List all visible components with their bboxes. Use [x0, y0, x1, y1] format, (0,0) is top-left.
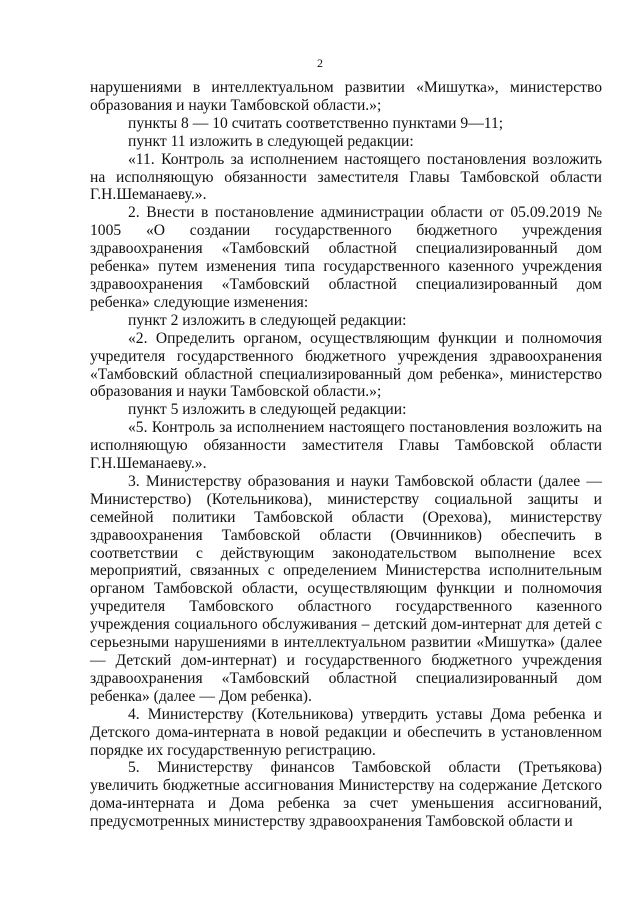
- paragraph-item-4: 4. Министерству (Котельникова) утвердить уставы Дома ребенка и Детского дома-интерната в новой редакции и обеспечить в установленном порядке их государственную регистрацию.: [90, 705, 602, 759]
- paragraph-point-2-intro: пункт 2 изложить в следующей редакции:: [128, 311, 407, 329]
- paragraph-point-11-text: «11. Контроль за исполнением настоящего постановления возложить на исполняющую обязанности заместителя Главы Тамбовской области Г.Н.Шеманаеву.».: [90, 150, 602, 204]
- paragraph-continuation: нарушениями в интеллектуальном развитии «Мишутка», министерство образования и науки Тамбовской области.»;: [90, 79, 602, 114]
- paragraph-point-2-text: «2. Определить органом, осуществляющим функции и полномочия учредителя государственного бюджетного учреждения здравоохранения «Тамбовский областной специализированный дом ребенка», министерство образования и науки Тамбовской области.»;: [90, 329, 602, 401]
- paragraph-item-2: 2. Внести в постановление администрации области от 05.09.2019 № 1005 «О создании государственного бюджетного учреждения здравоохранения «Тамбовский областной специализированный дом ребенка» путем изменения типа государственного казенного учреждения здравоохранения «Тамбовский областной специализированный дом ребенка» следующие изменения:: [90, 204, 602, 311]
- paragraph-point-11-intro: пункт 11 изложить в следующей редакции:: [128, 132, 414, 150]
- paragraph-item-5: 5. Министерству финансов Тамбовской области (Третьякова) увеличить бюджетные ассигнования Министерству на содержание Детского дома-интерната и Дома ребенка за счет уменьшения ассигнований, предусмотренных министерству здравоохранения Тамбовской области и: [90, 759, 602, 831]
- paragraph-point-5-intro: пункт 5 изложить в следующей редакции:: [128, 401, 407, 419]
- page-number: 2: [317, 56, 323, 70]
- document-body: [90, 79, 602, 831]
- paragraph-item-3: 3. Министерству образования и науки Тамбовской области (далее — Министерство) (Котельникова), министерству социальной защиты и семейной политики Тамбовской области (Орехова), министерству здравоохранения Тамбовской области (Овчинников) обеспечить в соответствии с действующим законодательством выполнение всех мероприятий, связанных с определением Министерства исполнительным органом Тамбовской области, осуществляющим функции и полномочия учредителя Тамбовского областного государственного казенного учреждения социального обслуживания – детский дом-интернат для детей с серьезными нарушениями в интеллектуальном развитии «Мишутка» (далее — Детский дом-интернат) и государственного бюджетного учреждения здравоохранения «Тамбовский областной специализированный дом ребенка» (далее — Дом ребенка).: [90, 472, 602, 705]
- paragraph-renumber-points: пункты 8 — 10 считать соответственно пунктами 9—11;: [128, 114, 504, 132]
- paragraph-point-5-text: «5. Контроль за исполнением настоящего постановления возложить на исполняющую обязанности заместителя Главы Тамбовской области Г.Н.Шеманаеву.».: [90, 419, 602, 473]
